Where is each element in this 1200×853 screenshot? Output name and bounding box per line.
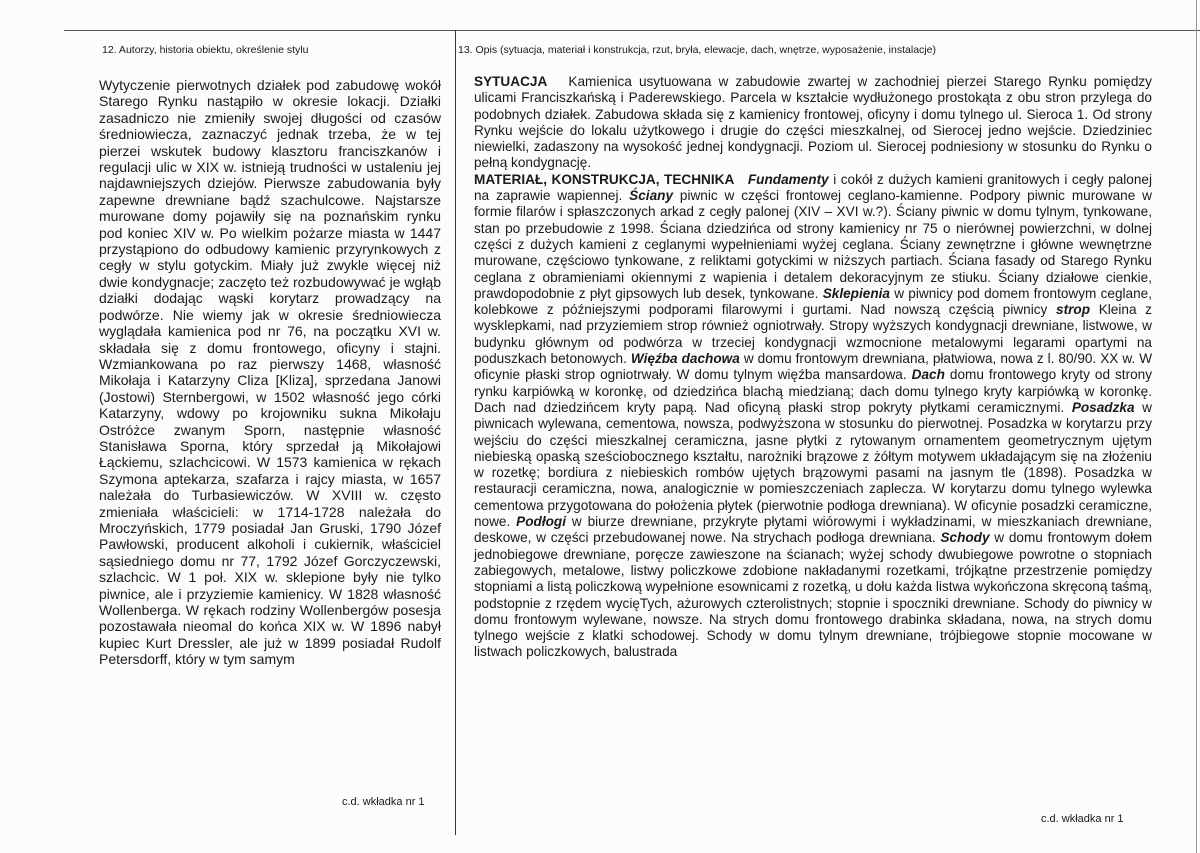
section-12-header: 12. Autorzy, historia obiektu, określenie stylu [102,44,309,56]
history-column [99,77,441,668]
situation-paragraph [474,74,1152,172]
keyword-wiezba: Więźba dachowa [630,351,740,367]
history-continued-note: c.d. wkładka nr 1 [342,796,425,808]
text-sklepienia: w piwnicy pod domem frontowym ceglane, kolebkowe z późniejszymi podporami filarowymi i gurtami. Nad nowszą częścią piwnicy [474,285,1153,318]
keyword-sklepienia: Sklepienia [822,285,890,301]
text-podlogi: w biurze drewniane, przykryte płytami wiórowymi i wykładzinami, w mieszkaniach drewniane, deskowe, w części przebudowanej nowe. Na strychach podłoga drewniana. [474,514,1152,546]
keyword-fundamenty: Fundamenty [747,171,829,187]
situation-label: SYTUACJA [474,74,548,89]
keyword-schody: Schody [940,530,990,546]
keyword-sciany: Ściany [629,188,673,204]
text-sciany: piwnic w części frontowej ceglano-kamienne. Podpory piwnic murowane w formie filarów i spłaszczonych arkad z cegły palonej (XIV – XVI w.?). Ściany piwnic w domu tylnym, tynkowane, stan po przebudowie z 1998. Ściana dziedzińca od strony kamienicy nr 75 o nierównej powierzchni, w dolnej części z dużych kamieni z ceglanymi wypełnieniami wyżej ceglana. Ściany zewnętrzne i główne wewnętrzne murowane, częściowo tynkowane, z reliktami gotyckimi w niższych partiach. Ściana fasady od Starego Rynku ceglana z obramieniami okiennymi z wapienia i detalem dekoracyjnym ze stiuku. Ściany działowe cienkie, prawdopodobnie z płyt gipsowych lub desek, tynkowane. [474,188,1152,301]
keyword-posadzka: Posadzka [1071,399,1135,415]
right-edge-line [1196,0,1197,853]
section-13-header: 13. Opis (sytuacja, materiał i konstrukcja, rzut, bryła, elewacje, dach, wnętrze, wyposażenie, instalacje) [458,44,936,56]
keyword-strop: strop [1056,302,1091,318]
text-fundamenty: i cokół z dużych kamieni granitowych i cegły palonej na zaprawie wapiennej. [474,171,1152,204]
keyword-podlogi: Podłogi [516,514,567,530]
situation-text: Kamienica usytuowana w zabudowie zwartej w zachodniej pierzei Starego Rynku pomiędzy ulicami Franciszkańską i Paderewskiego. Parcela w kształcie wydłużonego prostokąta z obu stron przylega do podobnych działek. Zabudowa składa się z kamienicy frontowej, oficyny i domu tylnego ul. Sieroca 1. Od strony Rynku wejście do lokalu użytkowego i drugie do części mieszkalnej, od Sierocej jedno wejście. Dziedziniec niewielki, zadaszony na wysokość jednej kondygnacji. Poziom ul. Sierocej podniesiony w stosunku do Rynku o pełną kondygnację. [474,74,1152,171]
text-schody: w domu frontowym dołem jednobiegowe drewniane, poręcze zawieszone na ścianach; wyżej schody dwubiegowe powrotne o stopniach zabiegowych, metalowe, listwy policzkowe zdobione nakładanymi rozetkami, trójkątne przestrzenie pomiędzy stopniami a listą policzkową wypełnione esownicami z rozetką, u dołu każda listwa wykończona skręconą taśmą, podstopnie z rzędem wycięTych, ażurowych czterolistnych; stopnie i spoczniki drewniane. Schody do piwnicy w domu frontowym wylewane, nowsze. Na strych domu frontowego drabinka składana, nowa, na strych domu tylnego wejście z klatki schodowej. Schody w domu tylnym drewniane, trójbiegowe stopnie mocowane w listwach policzkowych, balustrada [474,530,1153,660]
material-paragraph [474,172,1152,661]
text-wiezba: w domu frontowym drewniana, płatwiowa, nowa z l. 80/90. XX w. W oficynie płaski strop ogniotrwały. W domu tylnym więźba mansardowa. [474,351,1153,383]
column-divider [455,30,456,835]
top-border-line [64,30,1200,31]
keyword-dach: Dach [911,367,945,383]
text-posadzka: w piwnicach wylewana, cementowa, nowsza, podwyższona w stosunku do pierwotnej. Posadzka w korytarzu przy wejściu do części mieszkalnej ceramiczna, jasne płytki z rytowanym ornamentem geometrycznym ujętym niebieską opaską sześciobocznego kształtu, narożniki brązowe z żółtym motywem układającym się na złożeniu w rozetkę; bordiura z niebieskich rombów ujętych brązowymi pasami na jasnym tle (1898). Posadzka w restauracji ceramiczna, nowa, analogicznie w pomieszczeniach zaplecza. W korytarzu domu tylnego wylewka cementowa przygotowana do położenia płytek (pierwotnie podłoga drewniana). W oficynie posadzki ceramiczne, nowe. [474,399,1152,530]
material-label: MATERIAŁ, KONSTRUKCJA, TECHNIKA [474,171,735,187]
description-column [474,74,1152,661]
text-strop: Kleina z wysklepkami, nad przyziemiem strop również ogniotrwały. Stropy wyższych kondygnacji drewniane, listwowe, w budynku głównym od podwórza w trzeciej kondygnacji wzmocnione metalowymi legarami opartymi na poduszkach betonowych. [474,302,1152,367]
text-dach: domu frontowego kryty od strony rynku karpiówką w koronkę, od dziedzińca blachą miedzianą; dach domu tylnego kryty karpiówką w koronkę. Dach nad dziedzińcem kryty papą. Nad oficyną płaski strop pokryty płytkami ceramicznymi. [474,367,1153,415]
description-continued-note: c.d. wkładka nr 1 [1041,813,1124,825]
history-text: Wytyczenie pierwotnych działek pod zabudowę wokół Starego Rynku nastąpiło w okresie lokacji. Działki zasadniczo nie zmieniły swojej długości od czasów średniowiecza, zaznaczyć jednak trzeba, że w tej pierzei wskutek budowy klasztoru franciszkanów i regulacji ulic w XIX w. istnieją trudności w ustaleniu jej najdawniejszych dziejów. Pierwsze zabudowania były zapewne drewniane bądź szachulcowe. Najstarsze murowane domy pojawiły się na poznańskim rynku pod koniec XIV w. Po wielkim pożarze miasta w 1447 przystąpiono do odbudowy kamienic przyrynkowych z cegły w stylu gotyckim. Miały już zwykle więcej niż dwie kondygnacje; zaczęto też rozbudowywać je wgłąb działki dodając wąski korytarz prowadzący na podwórze. Nie wiemy jak w okresie średniowiecza wyglądała kamienica pod nr 76, na początku XVI w. składała się z domu frontowego, oficyny i stajni. Wzmiankowana po raz pierwszy 1468, własność Mikołaja i Katarzyny Cliza [Kliza], sprzedana Janowi (Jostowi) Sternbergowi, w 1502 własność jego córki Katarzyny, wdowy po krojowniku sukna Mikołaju Ostróżce zwanym Sporn, następnie własność Stanisława Sporna, który sprzedał ją Mikołajowi Łąckiemu, szlachcicowi. W 1573 kamienica w rękach Szymona aptekarza, szafarza i rajcy miasta, w 1657 należała do Turbasiewiczów. W XVIII w. często zmieniała właścicieli: w 1714-1728 należała do Mroczyńskich, 1779 posiadał Jan Gruski, 1790 Józef Pawłowski, producent alkoholi i cukiernik, właściciel sąsiedniego domu nr 77, 1792 Józef Gorczyczewski, szlachcic. W 1 poł. XIX w. sklepione były nie tylko piwnice, ale i przyziemie kamienicy. W 1828 własność Wollenberga. W rękach rodziny Wollenbergów posesja pozostawała nieomal do końca XIX w. W 1896 nabył kupiec Kurt Dressler, ale już w 1899 posiadał Rudolf Petersdorff, który w tym samym [99,77,441,668]
